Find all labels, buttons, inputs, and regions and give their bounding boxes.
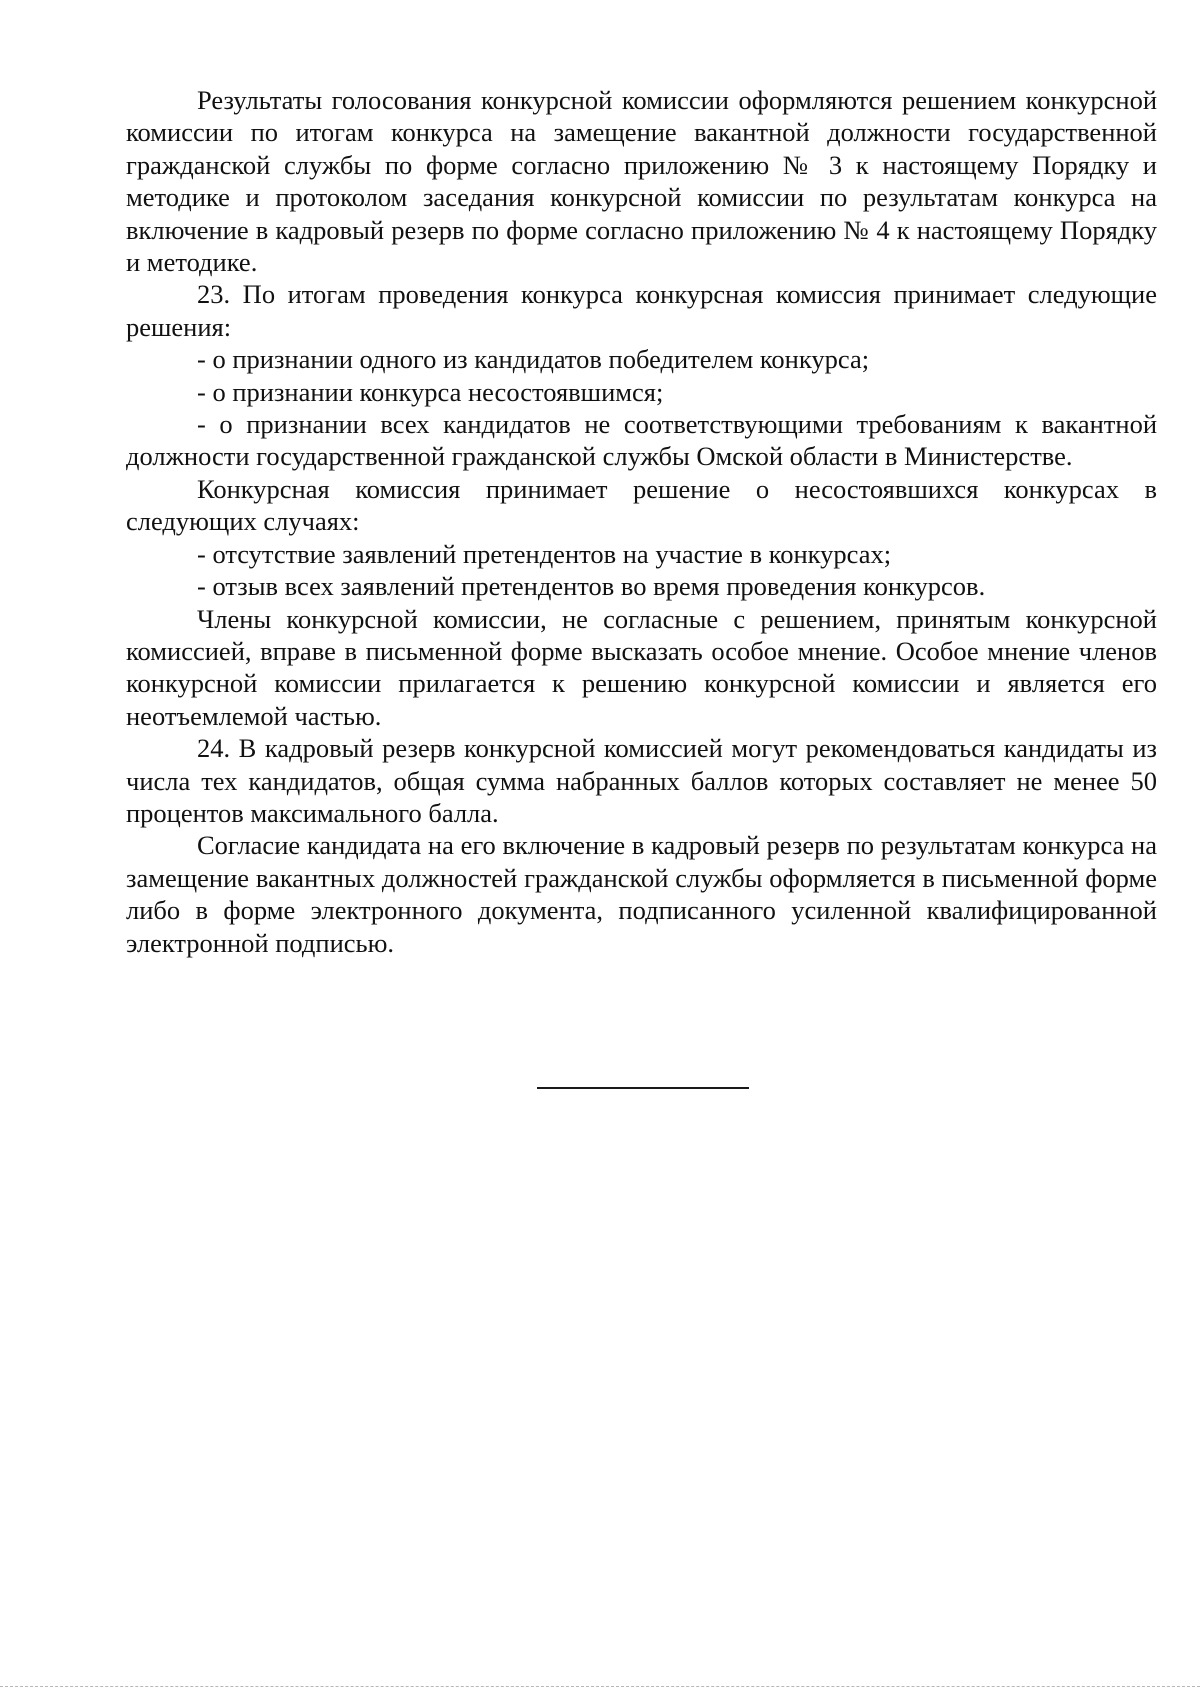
list-item: - о признании одного из кандидатов победителем конкурса; (197, 344, 870, 375)
scan-edge-line (0, 1686, 1200, 1687)
paragraph-failed-competitions: Конкурсная комиссия принимает решение о несостоявшихся конкурсах в следующих случаях: (126, 473, 1157, 537)
end-separator-line (537, 1087, 749, 1089)
list-item: - о признании всех кандидатов не соответствующими требованиям к вакантной должности государственной гражданской службы Омской области в Министерстве. (126, 409, 1157, 472)
paragraph-dissenting-opinion: Члены конкурсной комиссии, не согласные с решением, принятым конкурсной комиссией, вправе в письменной форме высказать особое мнение. Особое мнение членов конкурсной комиссии прилагается к решению конкурсной комиссии и является его неотъемлемой частью. (126, 603, 1157, 731)
paragraph-voting-results: Результаты голосования конкурсной комиссии оформляются решением конкурсной комиссии по итогам конкурса на замещение вакантной должности государственной гражданской службы по форме согласно приложению № 3 к настоящему Порядку и методике и протоколом заседания конкурсной комиссии по результатам конкурса на включение в кадровый резерв по форме согласно приложению № 4 к настоящему Порядку и методике. (126, 85, 1157, 278)
paragraph-item-24: 24. В кадровый резерв конкурсной комиссией могут рекомендоваться кандидаты из числа тех кандидатов, общая сумма набранных баллов которых составляет не менее 50 процентов максимального балла. (126, 733, 1157, 828)
document-body (126, 84, 1157, 959)
paragraph-item-23: 23. По итогам проведения конкурса конкурсная комиссия принимает следующие решения: (126, 279, 1157, 342)
list-item: - отсутствие заявлений претендентов на участие в конкурсах; (197, 538, 892, 569)
list-item: - о признании конкурса несостоявшимся; (197, 376, 664, 407)
list-item: - отзыв всех заявлений претендентов во время проведения конкурсов. (197, 571, 986, 602)
paragraph-candidate-consent: Согласие кандидата на его включение в кадровый резерв по результатам конкурса на замещение вакантных должностей гражданской службы оформляется в письменной форме либо в форме электронного документа, подписанного усиленной квалифицированной электронной подписью. (126, 830, 1157, 958)
